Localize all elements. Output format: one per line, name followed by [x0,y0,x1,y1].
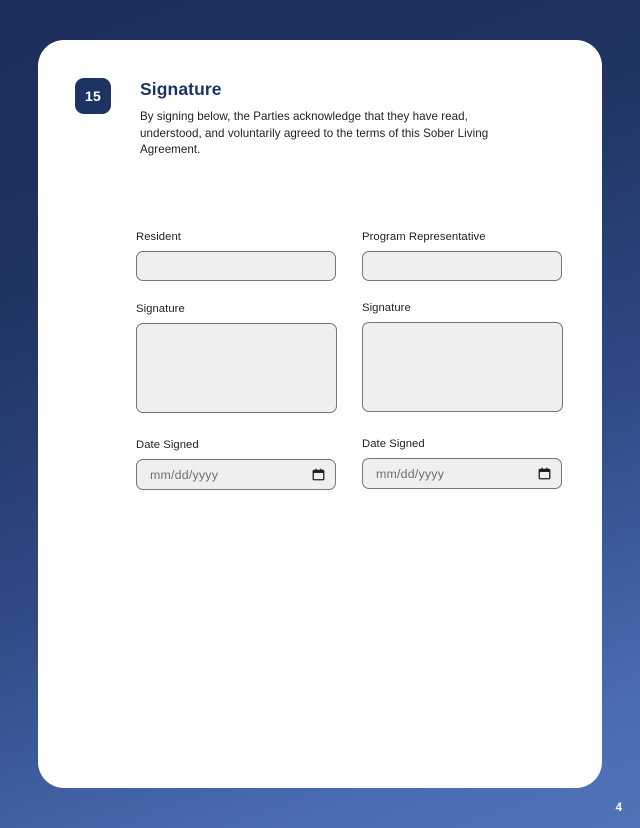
representative-date-input[interactable] [362,458,562,489]
resident-date-placeholder: mm/dd/yyyy [150,467,219,482]
resident-name-input[interactable] [136,251,336,281]
step-number-badge: 15 [75,78,111,114]
resident-date-input[interactable] [136,459,336,490]
resident-signature-canvas[interactable] [136,323,337,413]
calendar-icon[interactable] [538,467,551,480]
representative-date-label: Date Signed [362,438,425,450]
section-title: Signature [140,79,222,99]
representative-date-field [362,437,562,489]
resident-name-field [136,230,336,281]
page-content [38,40,602,788]
representative-name-input[interactable] [362,251,562,281]
section-description: By signing below, the Parties acknowledge that they have read, understood, and voluntarily agreed to the terms of this Sober Living Agreement. [140,110,489,156]
document-page-card [38,40,602,788]
page-number: 4 [615,802,622,814]
representative-name-label: Program Representative [362,231,486,243]
resident-signature-label: Signature [136,303,185,315]
section-header [75,78,532,159]
representative-date-placeholder: mm/dd/yyyy [376,466,445,481]
resident-date-field [136,438,336,490]
resident-signature-field [136,302,337,413]
representative-signature-canvas[interactable] [362,322,563,412]
calendar-icon[interactable] [312,468,325,481]
representative-name-field [362,230,562,281]
representative-signature-field [362,301,563,412]
resident-date-label: Date Signed [136,439,199,451]
section-heading-group [140,78,532,159]
resident-name-label: Resident [136,231,181,243]
representative-signature-label: Signature [362,302,411,314]
